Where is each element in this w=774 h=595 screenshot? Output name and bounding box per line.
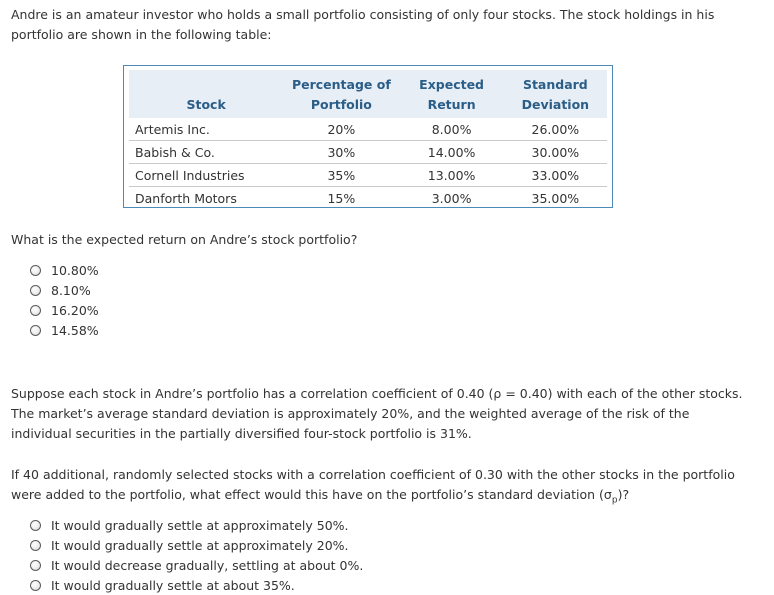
table-row <box>129 164 607 187</box>
table-row <box>129 118 607 141</box>
stock-holdings-table <box>129 70 607 209</box>
cell-stock: Cornell Industries <box>129 164 283 187</box>
cell-percentage: 30% <box>283 141 399 164</box>
header-stock: Stock <box>129 70 283 118</box>
table-row <box>129 187 607 210</box>
answer-option[interactable] <box>30 320 99 340</box>
intro-line-1: Andre is an amateur investor who holds a small portfolio consisting of only four stocks. The stock holdings in his <box>11 7 715 22</box>
table-header-row <box>129 70 607 118</box>
header-standard-deviation: Standard Deviation <box>504 70 607 118</box>
cell-expected-return: 13.00% <box>400 164 504 187</box>
cell-standard-deviation: 26.00% <box>504 118 607 141</box>
correlation-paragraph <box>11 384 751 444</box>
option-label[interactable]: 8.10% <box>51 282 91 298</box>
cell-stock: Danforth Motors <box>135 190 237 206</box>
intro-paragraph <box>11 5 751 45</box>
question-1-text: What is the expected return on Andre’s stock portfolio? <box>11 232 358 247</box>
header-percentage-of-portfolio: Percentage of Portfolio <box>283 70 399 118</box>
intro-line-2: portfolio are shown in the following table: <box>11 27 272 42</box>
answer-option[interactable] <box>30 300 99 320</box>
radio-button-icon[interactable] <box>30 520 41 531</box>
radio-button-icon[interactable] <box>30 580 41 591</box>
option-label[interactable]: 14.58% <box>51 322 99 338</box>
radio-button-icon[interactable] <box>30 325 41 336</box>
cell-standard-deviation: 33.00% <box>504 164 607 187</box>
cell-expected-return: 8.00% <box>400 118 504 141</box>
header-expected-return: Expected Return <box>400 70 504 118</box>
cell-percentage: 35% <box>283 164 399 187</box>
question-2-line-1: If 40 additional, randomly selected stocks with a correlation coefficient of 0.30 with the other stocks in the portfolio <box>11 467 735 482</box>
correlation-line-2: The market’s average standard deviation is approximately 20%, and the weighted average of the risk of the <box>11 406 690 421</box>
answer-option[interactable] <box>30 535 363 555</box>
radio-button-icon[interactable] <box>30 285 41 296</box>
cell-standard-deviation: 30.00% <box>504 141 607 164</box>
table-row <box>129 141 607 164</box>
option-label[interactable]: 10.80% <box>51 262 99 278</box>
option-label[interactable]: It would gradually settle at approximately 20%. <box>51 537 349 553</box>
cell-stock: Babish & Co. <box>129 141 283 164</box>
radio-button-icon[interactable] <box>30 540 41 551</box>
answer-option[interactable] <box>30 515 363 535</box>
question-2-options <box>30 515 363 595</box>
cell-expected-return: 3.00% <box>431 190 472 206</box>
question-2-text <box>11 465 751 511</box>
cell-standard-deviation: 35.00% <box>531 190 580 206</box>
answer-option[interactable] <box>30 280 99 300</box>
option-label[interactable]: It would decrease gradually, settling at about 0%. <box>51 557 364 573</box>
option-label[interactable]: It would gradually settle at about 35%. <box>51 577 295 593</box>
answer-option[interactable] <box>30 575 363 595</box>
correlation-line-1: Suppose each stock in Andre’s portfolio has a correlation coefficient of 0.40 (ρ = 0.40) with each of the other stocks. <box>11 386 743 401</box>
radio-button-icon[interactable] <box>30 265 41 276</box>
answer-option[interactable] <box>30 555 363 575</box>
option-label[interactable]: It would gradually settle at approximately 50%. <box>51 517 349 533</box>
radio-button-icon[interactable] <box>30 560 41 571</box>
stock-holdings-table-frame <box>123 65 613 208</box>
radio-button-icon[interactable] <box>30 305 41 316</box>
question-1-options <box>30 260 99 340</box>
answer-option[interactable] <box>30 260 99 280</box>
correlation-line-3: individual securities in the partially diversified four-stock portfolio is 31%. <box>11 426 472 441</box>
question-2-line-2: were added to the portfolio, what effect would this have on the portfolio’s standard deviation $(\sigma_p)$? <box>11 487 630 506</box>
cell-stock: Artemis Inc. <box>129 118 283 141</box>
cell-percentage: 20% <box>283 118 399 141</box>
option-label[interactable]: 16.20% <box>51 302 99 318</box>
cell-percentage: 15% <box>327 190 356 206</box>
cell-expected-return: 14.00% <box>400 141 504 164</box>
